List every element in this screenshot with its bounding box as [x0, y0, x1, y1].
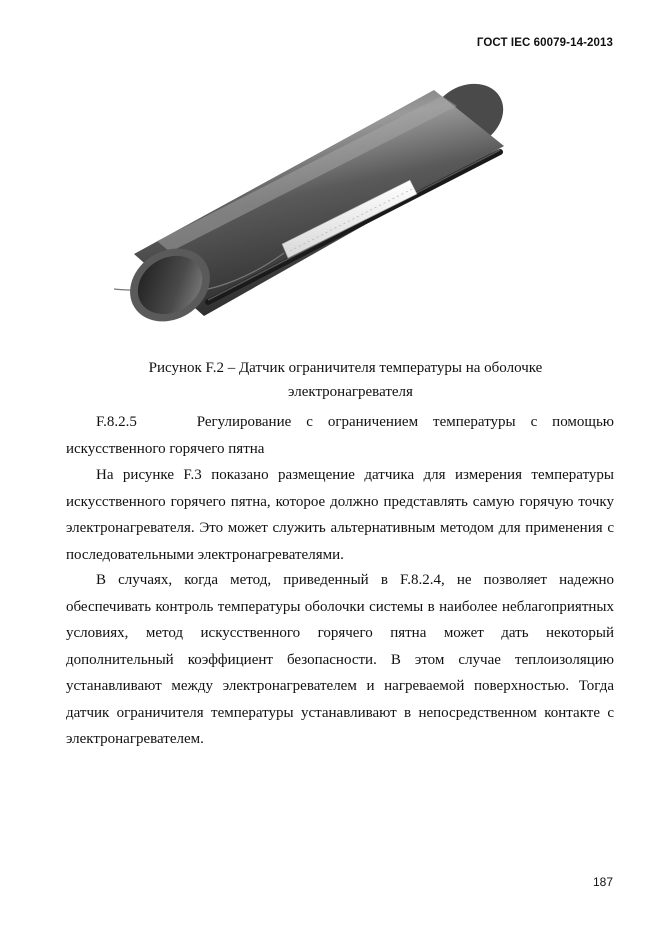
paragraph [66, 567, 614, 753]
section-heading [66, 409, 614, 462]
paragraph-text: На рисунке F.3 показано размещение датчика для измерения температуры искусственного горячего пятна, которое должно представлять самую горячую точку электронагревателя. Это может служить альтернативным методом для применения с последовательными электронагревателями. [66, 467, 614, 563]
figure-caption: Рисунок F.2 – Датчик ограничителя температуры на оболочке [148, 360, 543, 376]
section-number: F.8.2.5 [96, 414, 137, 430]
figure-caption-continued: электронагревателя [288, 384, 413, 400]
paragraph [66, 462, 614, 568]
section-title: Регулирование с ограничением температуры с помощью искусственного горячего пятна [66, 414, 615, 457]
page-number: 187 [592, 875, 613, 889]
pipe-sensor-illustration [112, 76, 512, 344]
paragraph-text: В случаях, когда метод, приведенный в F.8.2.4, не позволяет надежно обеспечивать контроль температуры оболочки системы в наиболее неблагоприятных условиях, метод искусственного горячего пятна может дать некоторый дополнительный коэффициент безопасности. В этом случае теплоизоляцию устанавливают между электронагревателем и нагреваемой поверхностью. Тогда датчик ограничителя температуры устанавливают в непосредственном контакте с электронагревателем. [66, 572, 614, 747]
document-standard-header: ГОСТ IEC 60079-14-2013 [476, 37, 613, 49]
